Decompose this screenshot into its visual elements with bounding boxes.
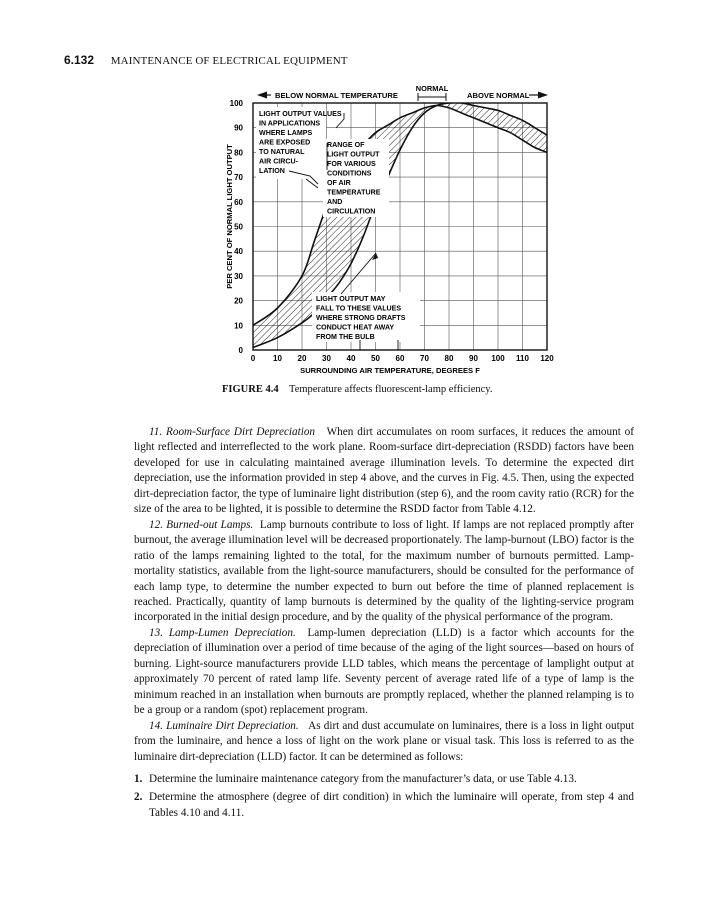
annotation-range-line: RANGE OF	[327, 141, 365, 149]
paragraph-12-title: 12. Burned-out Lamps.	[149, 518, 254, 531]
x-tick-label: 120	[540, 354, 554, 363]
y-tick-label: 70	[234, 173, 243, 183]
paragraph-13-title: 13. Lamp-Lumen Depreciation.	[149, 626, 296, 639]
label-below-normal: BELOW NORMAL TEMPERATURE	[275, 91, 398, 100]
x-tick-label: 100	[491, 354, 505, 363]
x-tick-label: 50	[371, 354, 380, 363]
annotation-exposed-line: LIGHT OUTPUT VALUES	[259, 110, 342, 118]
running-title: MAINTENANCE OF ELECTRICAL EQUIPMENT	[110, 55, 348, 67]
annotation-drafts-line: FALL TO THESE VALUES	[316, 304, 402, 313]
x-tick-label: 60	[395, 354, 405, 363]
y-axis-label: PER CENT OF NORMAL LIGHT OUTPUT	[225, 144, 234, 289]
y-tick-label: 30	[234, 271, 243, 281]
annotation-range-line: TEMPERATURE	[327, 188, 381, 197]
y-tick-label: 90	[234, 123, 243, 133]
list-item	[134, 790, 634, 821]
annotation-drafts-line: CONDUCT HEAT AWAY	[316, 323, 395, 332]
y-tick-label: 80	[234, 148, 243, 158]
y-tick-label: 10	[234, 321, 243, 331]
x-tick-label: 40	[346, 354, 356, 363]
paragraph-13	[134, 626, 634, 719]
annotation-drafts-line: WHERE STRONG DRAFTS	[316, 314, 406, 322]
above-arrow-head	[538, 92, 548, 99]
paragraph-12	[134, 518, 634, 626]
x-tick-label: 110	[516, 354, 529, 363]
x-tick-label: 80	[444, 354, 454, 363]
step-text: Determine the atmosphere (degree of dirt condition) in which the luminaire will operate, from step 4 and Tables 4.10 and 4.11.	[149, 791, 634, 819]
x-tick-label: 0	[250, 354, 256, 363]
step-number: 2.	[134, 791, 143, 804]
annotation-drafts-line: FROM THE BULB	[316, 333, 375, 341]
annotation-exposed-line: ARE EXPOSED	[259, 138, 311, 147]
x-axis-label: SURROUNDING AIR TEMPERATURE, DEGREES F	[300, 366, 480, 375]
leader-range-2	[306, 179, 318, 188]
x-tick-label: 10	[273, 354, 282, 363]
label-normal: NORMAL	[415, 84, 449, 93]
annotation-range-line: CIRCULATION	[327, 207, 376, 216]
annotation-range-line: LIGHT OUTPUT	[327, 150, 380, 159]
label-above-normal: ABOVE NORMAL	[467, 91, 530, 100]
paragraph-11-title: 11. Room-Surface Dirt Depreciation	[149, 426, 316, 438]
y-tick-label: 60	[234, 197, 243, 207]
figure-caption	[222, 384, 492, 395]
paragraph-14-title: 14. Luminaire Dirt Depreciation.	[149, 719, 299, 732]
y-tick-label: 20	[234, 296, 243, 306]
annotation-drafts-line: LIGHT OUTPUT MAY	[316, 295, 386, 303]
y-tick-label: 0	[238, 346, 243, 355]
x-tick-label: 90	[469, 354, 478, 363]
annotation-exposed-line: IN APPLICATIONS	[259, 119, 321, 128]
step-list	[134, 772, 634, 821]
paragraph-11	[134, 425, 634, 518]
x-tick-label: 20	[297, 354, 307, 363]
paragraph-14	[134, 719, 634, 765]
annotation-range-line: CONDITIONS	[327, 169, 372, 178]
annotation-range-line: OF AIR	[327, 179, 351, 187]
annotation-range-line: AND	[327, 198, 343, 206]
annotation-exposed-line: TO NATURAL	[259, 148, 305, 156]
annotation-exposed-line: WHERE LAMPS	[259, 129, 313, 137]
paragraph-12-text: Lamp burnouts contribute to loss of light. If lamps are not replaced promptly after burnout, the average illumination level will be decreased proportionately. The lamp-burnout (LBO) factor is the ratio of the lamps remaining lighted to the total, for the maximum number of burnouts permitted. Lamp-mortality statistics, available from the light-source manufacturers, should be consulted for the performance of each lamp type, to determine the number expected to burn out before the time of planned replacement is reached. Practically, quantity of lamp burnouts is determined by the quality of the lighting-service program incorporated in the initial design procedure, and by the quality of the physical performance of the program.	[134, 518, 634, 624]
step-number: 1.	[134, 772, 143, 785]
step-text: Determine the luminaire maintenance category from the manufacturer’s data, or use Table 4.13.	[149, 772, 577, 785]
y-tick-label: 100	[229, 99, 243, 108]
body-text	[134, 425, 634, 824]
annotation-range-line: FOR VARIOUS	[327, 160, 376, 168]
figure-caption-text: Temperature affects fluorescent-lamp efficiency.	[289, 384, 493, 395]
paragraph-13-text: Lamp-lumen depreciation (LLD) is a factor which accounts for the depreciation of illumination over a period of time because of the aging of the light sources—based on hours of burning. Light-source manufacturers provide LLD tables, which means the percentage of lamplight output at approximately 70 percent of rated lamp life. Seventy percent of average rated life of a type of lamp is the minimum reached in an installation when burnouts are promptly replaced, whether the planned relamping is to be a group or a random (spot) replacement program.	[134, 626, 634, 717]
paragraph-14-text: As dirt and dust accumulate on luminaires, there is a loss in light output from the luminaire, and hence a loss of light on the work plane or visual task. This loss is referred to as the luminaire dirt-depreciation (LLD) factor. It can be determined as follows:	[134, 719, 635, 763]
x-tick-label: 70	[420, 354, 429, 363]
figure-number: FIGURE 4.4	[222, 384, 279, 395]
below-arrow-head	[257, 92, 267, 99]
y-tick-label: 40	[234, 247, 243, 257]
list-item	[134, 772, 634, 787]
figure-4-4-chart	[0, 0, 718, 410]
annotation-exposed-line: LATION	[259, 167, 285, 175]
x-tick-label: 30	[322, 354, 331, 363]
y-tick-label: 50	[234, 222, 243, 232]
paragraph-11-text: When dirt accumulates on room surfaces, it reduces the amount of light reflected and interreflected to the work plane. Room-surface dirt-depreciation (RSDD) factors have been developed for use in calculating maintained average illumination levels. To determine the expected dirt depreciation, use the information provided in step 4 above, and the curves in Fig. 4.5. Then, using the expected dirt-depreciation factor, the type of luminaire light distribution (step 6), and the room cavity ratio (RCR) for the size of the area to be lighted, it is possible to determine the RSDD factor from Table 4.12.	[134, 426, 634, 516]
annotation-exposed-line: AIR CIRCU-	[259, 157, 299, 166]
page-number: 6.132	[64, 53, 95, 67]
